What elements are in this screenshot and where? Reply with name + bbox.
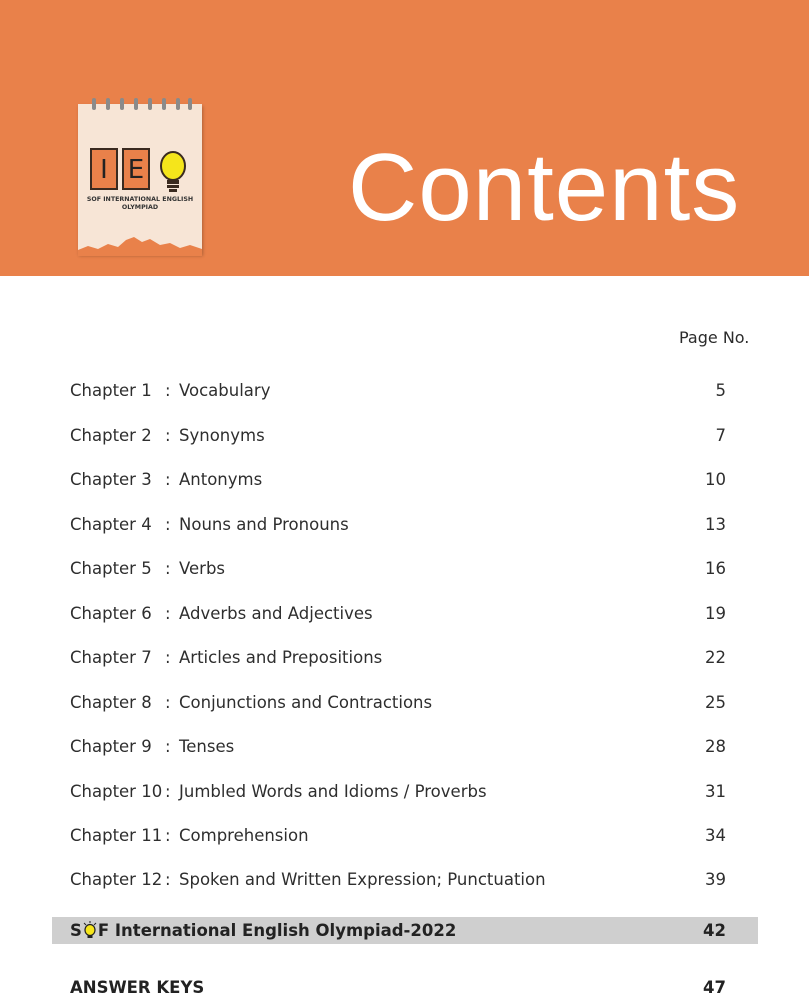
chapter-page: 19 <box>705 604 726 623</box>
chapter-label: Chapter 9 <box>70 737 152 756</box>
chapter-topic: Jumbled Words and Idioms / Proverbs <box>179 782 487 801</box>
sof-letter-f: F <box>97 921 110 940</box>
chapter-page: 13 <box>705 515 726 534</box>
toc-row[interactable] <box>70 379 726 403</box>
chapter-topic: Antonyms <box>179 470 263 489</box>
chapter-topic: Comprehension <box>179 826 309 845</box>
logo-letter-i: I <box>90 148 118 190</box>
chapter-label: Chapter 2 <box>70 426 152 445</box>
separator: : <box>165 604 171 623</box>
toc-row[interactable] <box>70 424 726 448</box>
olympiad-entry[interactable] <box>70 918 456 944</box>
chapter-label: Chapter 7 <box>70 648 152 667</box>
toc-row[interactable] <box>70 513 726 537</box>
separator: : <box>165 693 171 712</box>
chapter-label: Chapter 10 <box>70 782 163 801</box>
chapter-label: Chapter 8 <box>70 693 152 712</box>
toc-row[interactable] <box>70 691 726 715</box>
chapter-label: Chapter 4 <box>70 515 152 534</box>
chapter-topic: Conjunctions and Contractions <box>179 693 433 712</box>
chapter-page: 25 <box>705 693 726 712</box>
toc-row[interactable] <box>70 735 726 759</box>
toc-row[interactable] <box>70 602 726 626</box>
separator: : <box>165 470 171 489</box>
chapter-label: Chapter 3 <box>70 470 152 489</box>
separator: : <box>165 381 171 400</box>
chapter-page: 22 <box>705 648 726 667</box>
chapter-topic: Nouns and Pronouns <box>179 515 349 534</box>
chapter-topic: Spoken and Written Expression; Punctuation <box>179 870 546 889</box>
olympiad-title: International English Olympiad-2022 <box>109 921 457 940</box>
chapter-page: 5 <box>715 381 726 400</box>
chapter-topic: Vocabulary <box>179 381 271 400</box>
page-no-heading: Page No. <box>679 328 750 347</box>
chapter-page: 28 <box>705 737 726 756</box>
chapter-label: Chapter 12 <box>70 870 163 889</box>
chapter-page: 7 <box>715 426 726 445</box>
chapter-topic: Verbs <box>179 559 226 578</box>
chapter-page: 34 <box>705 826 726 845</box>
separator: : <box>165 426 171 445</box>
chapter-topic: Tenses <box>179 737 235 756</box>
chapter-page: 10 <box>705 470 726 489</box>
toc-row[interactable] <box>70 868 726 892</box>
logo-letter-e: E <box>122 148 150 190</box>
chapter-topic: Articles and Prepositions <box>179 648 383 667</box>
chapter-page: 16 <box>705 559 726 578</box>
toc-row[interactable] <box>70 824 726 848</box>
chapter-topic: Adverbs and Adjectives <box>179 604 373 623</box>
chapter-topic: Synonyms <box>179 426 265 445</box>
separator: : <box>165 737 171 756</box>
separator: : <box>165 782 171 801</box>
separator: : <box>165 648 171 667</box>
separator: : <box>165 559 171 578</box>
toc-row[interactable] <box>70 557 726 581</box>
chapter-label: Chapter 6 <box>70 604 152 623</box>
toc-row[interactable] <box>70 646 726 670</box>
answer-keys-page: 47 <box>703 978 726 997</box>
sof-bulb-icon <box>83 921 97 939</box>
toc-row[interactable] <box>70 468 726 492</box>
separator: : <box>165 870 171 889</box>
sof-letter-s: S <box>70 921 82 940</box>
olympiad-page: 42 <box>703 921 726 940</box>
answer-keys-entry[interactable]: ANSWER KEYS <box>70 978 205 997</box>
chapter-label: Chapter 5 <box>70 559 152 578</box>
toc-row[interactable] <box>70 780 726 804</box>
separator: : <box>165 826 171 845</box>
logo-brand-text: SOF INTERNATIONAL ENGLISH OLYMPIAD <box>86 196 194 211</box>
chapter-page: 31 <box>705 782 726 801</box>
chapter-label: Chapter 1 <box>70 381 152 400</box>
chapter-label: Chapter 11 <box>70 826 163 845</box>
page-title: Contents <box>348 134 741 241</box>
separator: : <box>165 515 171 534</box>
chapter-page: 39 <box>705 870 726 889</box>
